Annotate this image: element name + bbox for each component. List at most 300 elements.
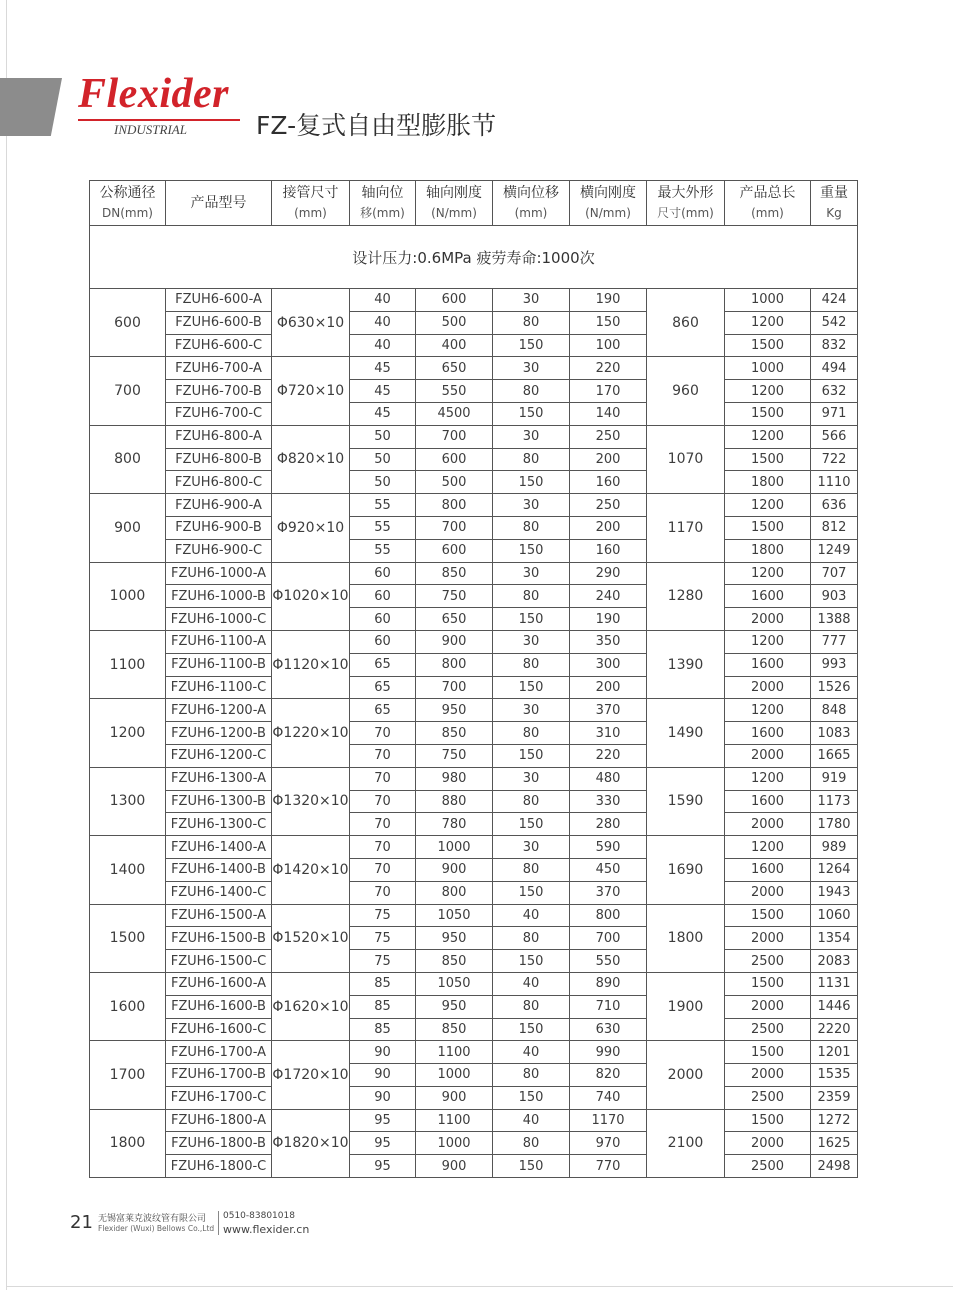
axial-displacement-cell: 60 [350,630,416,653]
table-row [90,1155,858,1178]
lateral-displacement-cell: 80 [493,1064,570,1087]
table-row [90,995,858,1018]
table-row [90,744,858,767]
lateral-stiffness-cell: 740 [570,1086,647,1109]
lateral-stiffness-cell: 630 [570,1018,647,1041]
weight-cell: 1083 [811,722,858,745]
table-row [90,471,858,494]
model-cell: FZUH6-700-C [166,402,272,425]
lateral-displacement-cell: 30 [493,357,570,380]
nominal-diameter-cell: 700 [90,357,166,425]
column-header-unit: (mm) [294,206,327,220]
table-row [90,813,858,836]
weight-cell: 1264 [811,858,858,881]
axial-displacement-cell: 70 [350,744,416,767]
column-header [493,181,570,226]
column-header [350,181,416,226]
lateral-stiffness-cell: 200 [570,448,647,471]
lateral-displacement-cell: 150 [493,334,570,357]
nominal-diameter-cell: 1000 [90,562,166,630]
table-row [90,608,858,631]
nominal-diameter-cell: 1600 [90,972,166,1040]
column-header-label: 接管尺寸 [282,185,339,201]
axial-displacement-cell: 55 [350,494,416,517]
model-cell: FZUH6-900-C [166,539,272,562]
total-length-cell: 2500 [725,1018,811,1041]
lateral-displacement-cell: 150 [493,950,570,973]
total-length-cell: 1200 [725,836,811,859]
lateral-stiffness-cell: 330 [570,790,647,813]
lateral-stiffness-cell: 710 [570,995,647,1018]
lateral-stiffness-cell: 240 [570,585,647,608]
lateral-displacement-cell: 150 [493,539,570,562]
lateral-displacement-cell: 40 [493,1109,570,1132]
column-header [647,181,725,226]
total-length-cell: 1500 [725,448,811,471]
weight-cell: 2359 [811,1086,858,1109]
lateral-stiffness-cell: 170 [570,380,647,403]
axial-stiffness-cell: 850 [416,950,493,973]
total-length-cell: 1500 [725,334,811,357]
weight-cell: 1780 [811,813,858,836]
axial-stiffness-cell: 800 [416,494,493,517]
weight-cell: 1060 [811,904,858,927]
max-outer-size-cell: 1070 [647,425,725,493]
header-gray-band [0,78,62,136]
total-length-cell: 2000 [725,1132,811,1155]
column-header [811,181,858,226]
pipe-size-cell: Φ1520×10 [272,904,350,972]
lateral-stiffness-cell: 350 [570,630,647,653]
table-row [90,448,858,471]
lateral-displacement-cell: 80 [493,1132,570,1155]
axial-stiffness-cell: 750 [416,744,493,767]
weight-cell: 2220 [811,1018,858,1041]
pipe-size-cell: Φ1420×10 [272,836,350,904]
axial-displacement-cell: 75 [350,950,416,973]
weight-cell: 2498 [811,1155,858,1178]
axial-displacement-cell: 65 [350,699,416,722]
weight-cell: 1526 [811,676,858,699]
table-row [90,539,858,562]
table-row [90,562,858,585]
lateral-displacement-cell: 30 [493,630,570,653]
model-cell: FZUH6-1400-A [166,836,272,859]
max-outer-size-cell: 960 [647,357,725,425]
lateral-displacement-cell: 80 [493,516,570,539]
axial-displacement-cell: 90 [350,1041,416,1064]
nominal-diameter-cell: 1400 [90,836,166,904]
lateral-stiffness-cell: 220 [570,357,647,380]
lateral-stiffness-cell: 590 [570,836,647,859]
weight-cell: 566 [811,425,858,448]
axial-stiffness-cell: 900 [416,1155,493,1178]
column-header-unit: (N/mm) [431,206,477,220]
lateral-displacement-cell: 30 [493,289,570,312]
weight-cell: 1535 [811,1064,858,1087]
axial-stiffness-cell: 600 [416,289,493,312]
model-cell: FZUH6-800-C [166,471,272,494]
lateral-stiffness-cell: 700 [570,927,647,950]
design-spec-line: 设计压力:0.6MPa 疲劳寿命:1000次 [90,226,858,289]
lateral-displacement-cell: 30 [493,699,570,722]
total-length-cell: 2000 [725,676,811,699]
axial-displacement-cell: 70 [350,858,416,881]
model-cell: FZUH6-1300-C [166,813,272,836]
axial-displacement-cell: 60 [350,585,416,608]
axial-displacement-cell: 90 [350,1064,416,1087]
model-cell: FZUH6-1800-B [166,1132,272,1155]
lateral-displacement-cell: 150 [493,608,570,631]
column-header [166,181,272,226]
lateral-displacement-cell: 150 [493,402,570,425]
axial-stiffness-cell: 700 [416,676,493,699]
weight-cell: 1625 [811,1132,858,1155]
axial-stiffness-cell: 500 [416,471,493,494]
lateral-stiffness-cell: 800 [570,904,647,927]
axial-displacement-cell: 60 [350,608,416,631]
axial-displacement-cell: 60 [350,562,416,585]
model-cell: FZUH6-600-C [166,334,272,357]
weight-cell: 1388 [811,608,858,631]
axial-stiffness-cell: 950 [416,995,493,1018]
lateral-displacement-cell: 80 [493,995,570,1018]
lateral-displacement-cell: 80 [493,380,570,403]
table-row [90,1132,858,1155]
model-cell: FZUH6-600-B [166,311,272,334]
lateral-stiffness-cell: 300 [570,653,647,676]
model-cell: FZUH6-1500-C [166,950,272,973]
lateral-displacement-cell: 40 [493,1041,570,1064]
total-length-cell: 1200 [725,425,811,448]
lateral-displacement-cell: 40 [493,904,570,927]
axial-stiffness-cell: 800 [416,881,493,904]
column-header-label: 重量 [820,185,848,201]
total-length-cell: 2500 [725,1086,811,1109]
axial-displacement-cell: 40 [350,334,416,357]
total-length-cell: 1600 [725,585,811,608]
logo-wordmark: Flexider [78,71,229,117]
nominal-diameter-cell: 1500 [90,904,166,972]
model-cell: FZUH6-1400-C [166,881,272,904]
column-header-label: 产品型号 [190,195,247,211]
column-header-unit: DN(mm) [102,206,153,220]
lateral-stiffness-cell: 370 [570,699,647,722]
total-length-cell: 1600 [725,653,811,676]
axial-stiffness-cell: 850 [416,562,493,585]
model-cell: FZUH6-1100-A [166,630,272,653]
column-header-unit: (N/mm) [585,206,631,220]
axial-stiffness-cell: 700 [416,425,493,448]
axial-stiffness-cell: 980 [416,767,493,790]
total-length-cell: 1500 [725,1041,811,1064]
total-length-cell: 2000 [725,813,811,836]
axial-displacement-cell: 70 [350,836,416,859]
max-outer-size-cell: 1690 [647,836,725,904]
column-header-unit: 移(mm) [360,206,405,220]
pipe-size-cell: Φ1820×10 [272,1109,350,1177]
max-outer-size-cell: 1170 [647,494,725,562]
model-cell: FZUH6-900-B [166,516,272,539]
model-cell: FZUH6-1500-B [166,927,272,950]
page-edge-bottom [6,1286,953,1287]
column-header [570,181,647,226]
weight-cell: 989 [811,836,858,859]
lateral-displacement-cell: 150 [493,813,570,836]
column-header-label: 产品总长 [739,185,796,201]
pipe-size-cell: Φ920×10 [272,494,350,562]
weight-cell: 1110 [811,471,858,494]
axial-stiffness-cell: 650 [416,357,493,380]
total-length-cell: 2000 [725,1064,811,1087]
lateral-stiffness-cell: 820 [570,1064,647,1087]
table-row [90,927,858,950]
axial-stiffness-cell: 1000 [416,1064,493,1087]
table-row [90,676,858,699]
weight-cell: 832 [811,334,858,357]
total-length-cell: 2000 [725,744,811,767]
axial-stiffness-cell: 750 [416,585,493,608]
total-length-cell: 1000 [725,357,811,380]
pipe-size-cell: Φ1620×10 [272,972,350,1040]
axial-stiffness-cell: 1000 [416,836,493,859]
lateral-stiffness-cell: 290 [570,562,647,585]
lateral-displacement-cell: 150 [493,676,570,699]
axial-displacement-cell: 75 [350,927,416,950]
model-cell: FZUH6-1500-A [166,904,272,927]
company-name-cn: 无锡富莱克波纹管有限公司 [98,1214,207,1224]
axial-displacement-cell: 70 [350,813,416,836]
total-length-cell: 1500 [725,1109,811,1132]
lateral-stiffness-cell: 160 [570,539,647,562]
model-cell: FZUH6-1700-B [166,1064,272,1087]
nominal-diameter-cell: 1800 [90,1109,166,1177]
axial-stiffness-cell: 900 [416,858,493,881]
lateral-stiffness-cell: 990 [570,1041,647,1064]
total-length-cell: 1200 [725,630,811,653]
nominal-diameter-cell: 1300 [90,767,166,835]
table-row [90,585,858,608]
pipe-size-cell: Φ1220×10 [272,699,350,767]
weight-cell: 542 [811,311,858,334]
weight-cell: 636 [811,494,858,517]
axial-displacement-cell: 65 [350,653,416,676]
axial-displacement-cell: 45 [350,357,416,380]
column-header-unit: (mm) [751,206,784,220]
lateral-stiffness-cell: 1170 [570,1109,647,1132]
axial-stiffness-cell: 900 [416,630,493,653]
column-header-label: 轴向刚度 [426,185,482,201]
axial-displacement-cell: 50 [350,425,416,448]
table-row [90,950,858,973]
flexider-logo [78,70,250,140]
model-cell: FZUH6-1600-C [166,1018,272,1041]
table-row [90,425,858,448]
table-row [90,1041,858,1064]
lateral-displacement-cell: 80 [493,722,570,745]
table-row [90,722,858,745]
axial-displacement-cell: 50 [350,471,416,494]
axial-displacement-cell: 45 [350,402,416,425]
table-row [90,858,858,881]
total-length-cell: 1500 [725,904,811,927]
pipe-size-cell: Φ1020×10 [272,562,350,630]
lateral-stiffness-cell: 370 [570,881,647,904]
axial-displacement-cell: 65 [350,676,416,699]
nominal-diameter-cell: 1200 [90,699,166,767]
total-length-cell: 1500 [725,972,811,995]
lateral-displacement-cell: 150 [493,1086,570,1109]
axial-stiffness-cell: 900 [416,1086,493,1109]
table-row [90,1109,858,1132]
table-row [90,653,858,676]
axial-displacement-cell: 70 [350,767,416,790]
weight-cell: 1665 [811,744,858,767]
axial-displacement-cell: 95 [350,1155,416,1178]
model-cell: FZUH6-700-A [166,357,272,380]
model-cell: FZUH6-1700-A [166,1041,272,1064]
axial-displacement-cell: 70 [350,790,416,813]
model-cell: FZUH6-1600-A [166,972,272,995]
lateral-displacement-cell: 80 [493,927,570,950]
model-cell: FZUH6-1600-B [166,995,272,1018]
axial-stiffness-cell: 1100 [416,1041,493,1064]
table-row [90,402,858,425]
axial-stiffness-cell: 880 [416,790,493,813]
max-outer-size-cell: 1590 [647,767,725,835]
total-length-cell: 1200 [725,380,811,403]
column-header [725,181,811,226]
column-header-unit: Kg [826,206,842,220]
lateral-stiffness-cell: 200 [570,676,647,699]
total-length-cell: 1500 [725,516,811,539]
lateral-displacement-cell: 40 [493,972,570,995]
table-row [90,516,858,539]
model-cell: FZUH6-1700-C [166,1086,272,1109]
lateral-stiffness-cell: 450 [570,858,647,881]
weight-cell: 1272 [811,1109,858,1132]
lateral-displacement-cell: 80 [493,790,570,813]
weight-cell: 919 [811,767,858,790]
model-cell: FZUH6-1000-C [166,608,272,631]
lateral-displacement-cell: 150 [493,471,570,494]
weight-cell: 2083 [811,950,858,973]
axial-stiffness-cell: 850 [416,722,493,745]
max-outer-size-cell: 2100 [647,1109,725,1177]
column-header [90,181,166,226]
page-number: 21 [70,1212,93,1233]
table-row [90,630,858,653]
lateral-displacement-cell: 30 [493,836,570,859]
company-phone: 0510-83801018 [223,1211,295,1221]
total-length-cell: 1800 [725,471,811,494]
axial-stiffness-cell: 1050 [416,904,493,927]
pipe-size-cell: Φ1320×10 [272,767,350,835]
axial-stiffness-cell: 950 [416,927,493,950]
weight-cell: 777 [811,630,858,653]
table-row [90,494,858,517]
total-length-cell: 2000 [725,927,811,950]
table-header-row [90,181,858,226]
table-row [90,1064,858,1087]
column-header-unit: (mm) [514,206,548,220]
weight-cell: 1173 [811,790,858,813]
axial-stiffness-cell: 780 [416,813,493,836]
nominal-diameter-cell: 900 [90,494,166,562]
column-header [272,181,350,226]
axial-displacement-cell: 85 [350,995,416,1018]
spec-table [89,180,858,1178]
table-row [90,380,858,403]
lateral-displacement-cell: 80 [493,653,570,676]
lateral-stiffness-cell: 250 [570,425,647,448]
lateral-stiffness-cell: 770 [570,1155,647,1178]
total-length-cell: 2000 [725,608,811,631]
model-cell: FZUH6-1300-B [166,790,272,813]
column-header-label: 横向刚度 [580,185,636,201]
table-row [90,699,858,722]
lateral-displacement-cell: 30 [493,767,570,790]
model-cell: FZUH6-1100-C [166,676,272,699]
axial-displacement-cell: 70 [350,722,416,745]
total-length-cell: 1200 [725,699,811,722]
lateral-stiffness-cell: 190 [570,289,647,312]
lateral-stiffness-cell: 160 [570,471,647,494]
total-length-cell: 2000 [725,881,811,904]
company-website[interactable]: www.flexider.cn [223,1223,310,1236]
lateral-displacement-cell: 150 [493,1018,570,1041]
column-header-unit: 尺寸(mm) [657,206,714,220]
logo-underline [78,119,240,121]
nominal-diameter-cell: 1700 [90,1041,166,1109]
model-cell: FZUH6-800-A [166,425,272,448]
weight-cell: 707 [811,562,858,585]
table-row [90,289,858,312]
column-header-label: 公称通径 [99,185,156,201]
axial-stiffness-cell: 600 [416,539,493,562]
axial-displacement-cell: 40 [350,289,416,312]
model-cell: FZUH6-1100-B [166,653,272,676]
total-length-cell: 1600 [725,722,811,745]
model-cell: FZUH6-600-A [166,289,272,312]
weight-cell: 494 [811,357,858,380]
axial-stiffness-cell: 500 [416,311,493,334]
nominal-diameter-cell: 600 [90,289,166,357]
total-length-cell: 1600 [725,858,811,881]
axial-stiffness-cell: 600 [416,448,493,471]
total-length-cell: 1200 [725,767,811,790]
lateral-displacement-cell: 30 [493,425,570,448]
model-cell: FZUH6-800-B [166,448,272,471]
footer-divider [218,1211,219,1235]
weight-cell: 1446 [811,995,858,1018]
table-row [90,904,858,927]
table-row [90,357,858,380]
table-row [90,1018,858,1041]
max-outer-size-cell: 2000 [647,1041,725,1109]
weight-cell: 722 [811,448,858,471]
model-cell: FZUH6-1800-C [166,1155,272,1178]
lateral-stiffness-cell: 190 [570,608,647,631]
axial-displacement-cell: 95 [350,1109,416,1132]
lateral-displacement-cell: 150 [493,881,570,904]
weight-cell: 1249 [811,539,858,562]
max-outer-size-cell: 860 [647,289,725,357]
lateral-displacement-cell: 80 [493,858,570,881]
axial-displacement-cell: 75 [350,904,416,927]
model-cell: FZUH6-1200-A [166,699,272,722]
total-length-cell: 2500 [725,1155,811,1178]
